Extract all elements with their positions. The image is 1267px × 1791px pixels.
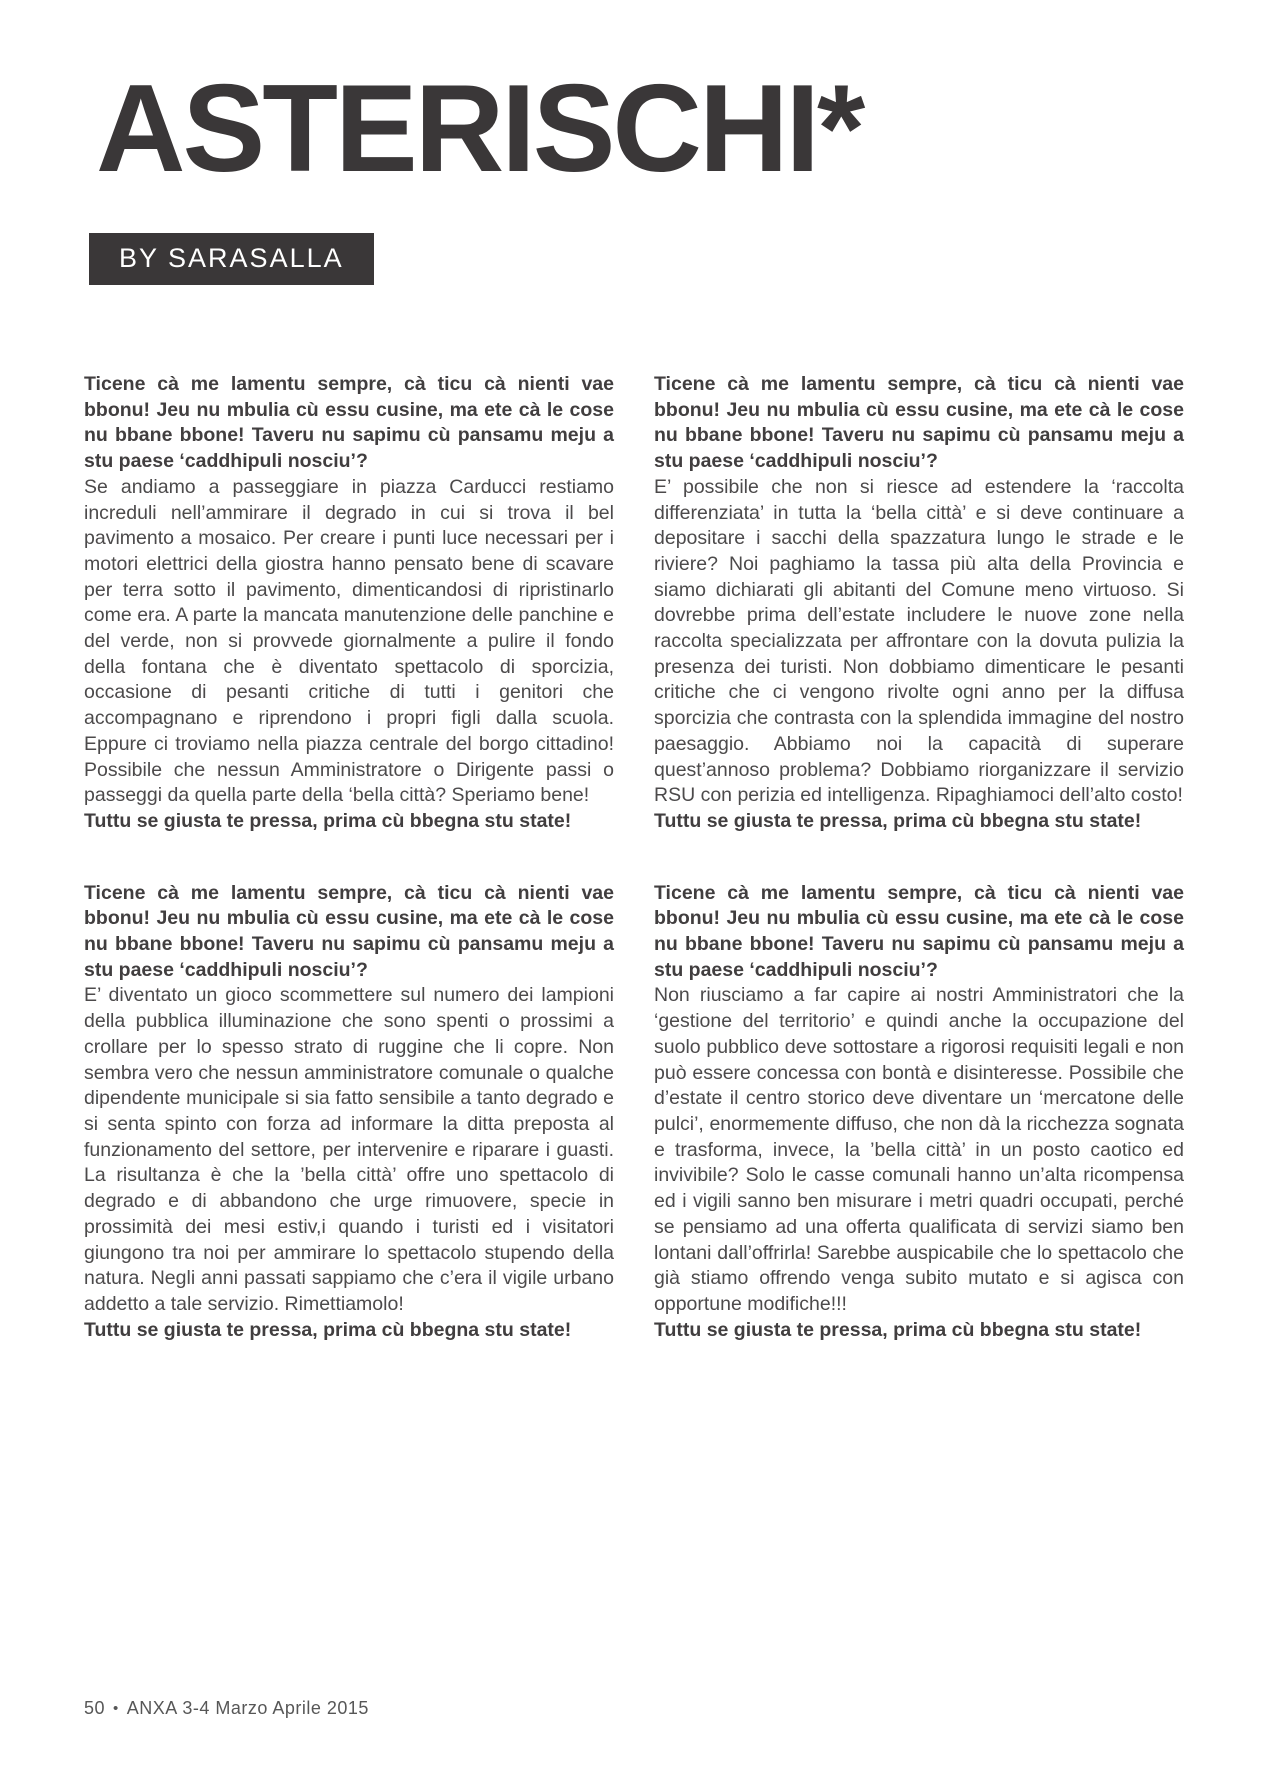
page-footer [84, 1698, 375, 1719]
article-body: Se andiamo a passeggiare in piazza Carducci restiamo increduli nell’ammirare il degrado in cui si trova il bel pavimento a mosaico. Per creare i punti luce necessari per i motori elettrici della giostra hanno pensato bene di scavare per terra sotto il pavimento, dimenticandosi di ripristinarlo come era. A parte la mancata manutenzione delle panchine e del verde, non si provvede giornalmente a pulire il fondo della fontana che è diventato spettacolo di sporcizia, occasione di pesanti critiche di tutti i genitori che accompagnano e riprendono i propri figli dalla scuola. Eppure ci troviamo nella piazza centrale del borgo cittadino! Possibile che nessun Amministratore o Dirigente passi o passeggi da quella parte della ‘bella città? Speriamo bene! [84, 475, 614, 807]
article-top-right [654, 372, 1184, 835]
footer-page-number: 50 [84, 1698, 106, 1718]
article-body: Non riusciamo a far capire ai nostri Amministratori che la ‘gestione del territorio’ e quindi anche la occupazione del suolo pubblico deve sottostare a rigorosi requisiti legali e non può essere concessa con bontà e disinteresse. Possibile che d’estate il centro storico deve diventare un ‘mercatone delle pulci’, enormemente diffuso, che non dà la ricchezza sognata e trasforma, invece, la ’bella città’ in un posto caotico ed invivibile? Solo le casse comunali hanno un’alta ricompensa ed i vigili sanno ben misurare i metri quadri occupati, perché se pensiamo ad una offerta qualificata di servizi siamo ben lontani dall’offrirla! Sarebbe auspicabile che lo spettacolo che già stiamo offrendo venga subito mutato e si agisca con opportune modifiche!!! [654, 984, 1184, 1315]
article-top-left [84, 372, 614, 835]
article-body: E’ diventato un gioco scommettere sul numero dei lampioni della pubblica illuminazione che sono spenti o prossimi a crollare per lo spesso strato di ruggine che li copre. Non sembra vero che nessun amministratore comunale o qualche dipendente municipale si sia fatto sensibile a tanto degrado e si senta spinto con forza ad informare la ditta preposta al funzionamento del settore, per intervenire e riparare i guasti. La risultanza è che la ’bella città’ offre uno spettacolo di degrado e di abbandono che urge rimuovere, specie in prossimità dei mesi estiv,i quando i turisti ed i visitatori giungono tra noi per ammirare lo spettacolo stupendo della natura. Negli anni passati sappiamo che c’era il vigile urbano addetto a tale servizio. Rimettiamolo! [84, 984, 614, 1315]
articles-grid [84, 372, 1184, 1343]
article-bottom-left [84, 881, 614, 1344]
article-closing: Tuttu se giusta te pressa, prima cù bbegna stu state! [84, 809, 572, 832]
article-bottom-right [654, 881, 1184, 1344]
article-closing: Tuttu se giusta te pressa, prima cù bbegna stu state! [654, 809, 1142, 832]
footer-issue: ANXA 3-4 Marzo Aprile 2015 [126, 1698, 369, 1718]
article-closing: Tuttu se giusta te pressa, prima cù bbegna stu state! [654, 1318, 1142, 1341]
article-lead: Ticene cà me lamentu sempre, cà ticu cà nienti vae bbonu! Jeu nu mbulia cù essu cusine, ma ete cà le cose nu bbane bbone! Taveru nu sapimu cù pansamu meju a stu paese ‘caddhipuli nosciu’? [654, 373, 1184, 473]
article-lead: Ticene cà me lamentu sempre, cà ticu cà nienti vae bbonu! Jeu nu mbulia cù essu cusine, ma ete cà le cose nu bbane bbone! Taveru nu sapimu cù pansamu meju a stu paese ‘caddhipuli nosciu’? [654, 881, 1184, 981]
footer-bullet-separator: • [113, 1700, 119, 1717]
article-lead: Ticene cà me lamentu sempre, cà ticu cà nienti vae bbonu! Jeu nu mbulia cù essu cusine, ma ete cà le cose nu bbane bbone! Taveru nu sapimu cù pansamu meju a stu paese ‘caddhipuli nosciu’? [84, 881, 614, 981]
article-closing: Tuttu se giusta te pressa, prima cù bbegna stu state! [84, 1318, 572, 1341]
page-title: ASTERISCHI* [96, 60, 863, 198]
byline-badge: BY SARASALLA [89, 233, 374, 285]
article-lead: Ticene cà me lamentu sempre, cà ticu cà nienti vae bbonu! Jeu nu mbulia cù essu cusine, ma ete cà le cose nu bbane bbone! Taveru nu sapimu cù pansamu meju a stu paese ‘caddhipuli nosciu’? [84, 373, 614, 473]
article-body: E’ possibile che non si riesce ad estendere la ‘raccolta differenziata’ in tutta la ‘bella città’ e si deve continuare a depositare i sacchi della spazzatura lungo le strade e le riviere? Noi paghiamo la tassa più alta della Provincia e siamo dichiarati gli abitanti del Comune meno virtuoso. Si dovrebbe prima dell’estate includere le nuove zone nella raccolta specializzata per affrontare con la dovuta pulizia la presenza dei turisti. Non dobbiamo dimenticare le pesanti critiche che ci vengono rivolte ogni anno per la diffusa sporcizia che contrasta con la splendida immagine del nostro paesaggio. Abbiamo noi la capacità di superare quest’annoso problema? Dobbiamo riorganizzare il servizio RSU con perizia ed intelligenza. Ripaghiamoci dell’alto costo! [654, 475, 1184, 807]
